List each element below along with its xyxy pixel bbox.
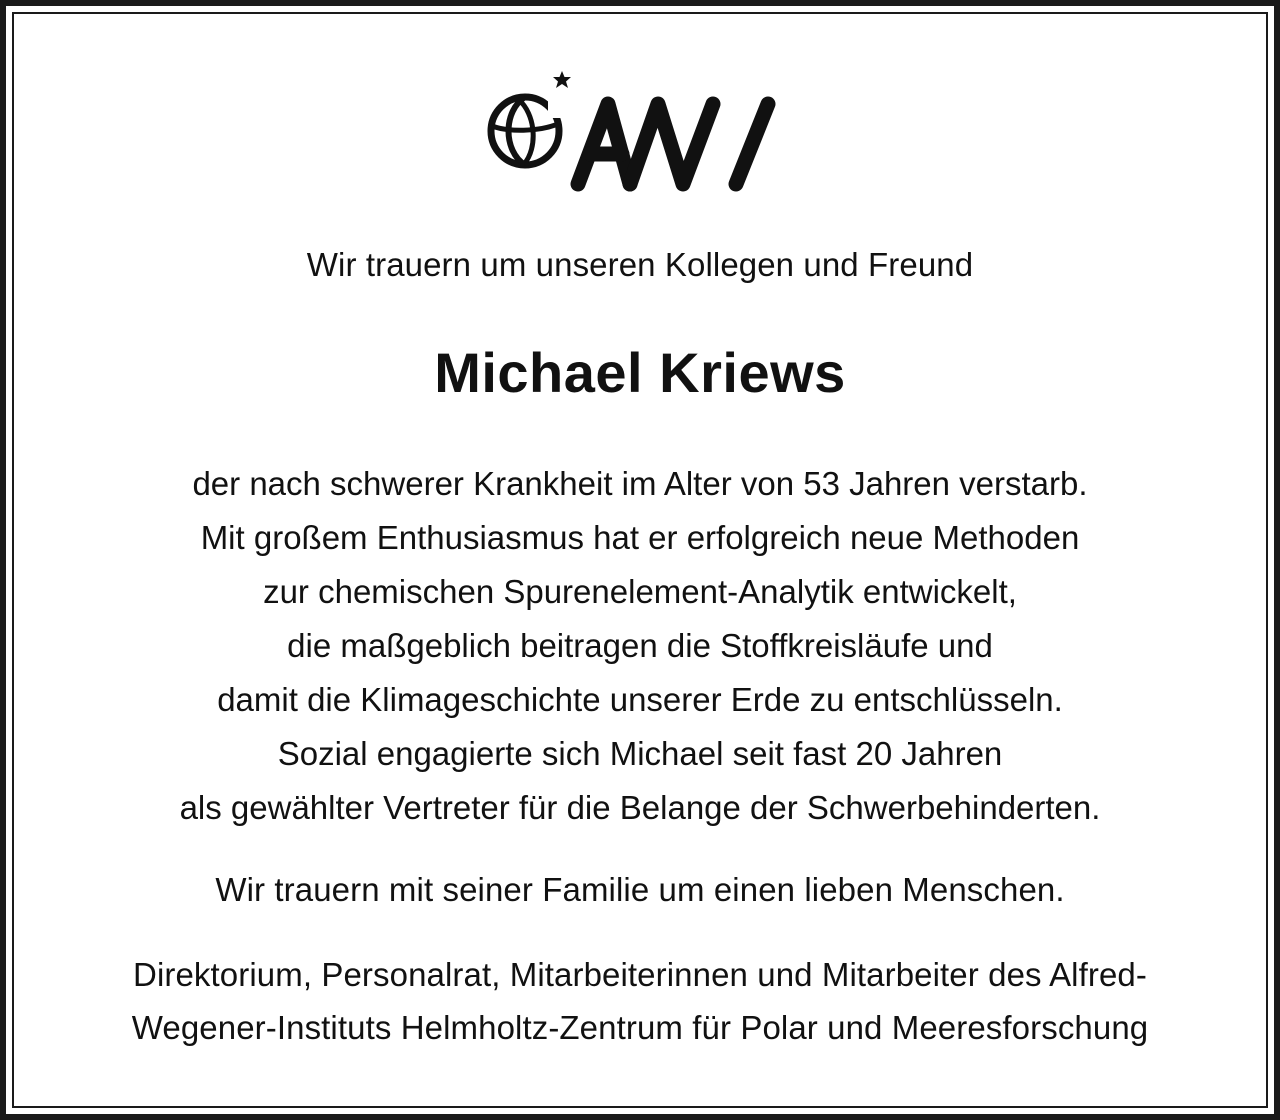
awi-logo-icon — [478, 66, 802, 196]
body-line: Mit großem Enthusiasmus hat er erfolgreich neue Methoden — [200, 519, 1080, 556]
awi-wordmark — [578, 104, 768, 184]
closing-line: Wir trauern mit seiner Familie um einen lieben Menschen. — [215, 871, 1065, 908]
body-line: Sozial engagierte sich Michael seit fast 20 Jahren — [277, 735, 1003, 772]
signature-line: Direktorium, Personalrat, Mitarbeiterinnen und Mitarbeiter des Alfred- — [133, 956, 1147, 993]
body-line: damit die Klimageschichte unserer Erde zu entschlüsseln. — [217, 681, 1063, 718]
signature-line: Wegener-Instituts Helmholtz-Zentrum für Polar und Meeresforschung — [131, 1009, 1149, 1046]
star-icon — [553, 71, 571, 88]
body-line: als gewählter Vertreter für die Belange der Schwerbehinderten. — [179, 789, 1101, 826]
body-line: die maßgeblich beitragen die Stoffkreisläufe und — [287, 627, 993, 664]
deceased-name: Michael Kriews — [434, 341, 846, 404]
globe-icon — [491, 88, 566, 165]
body-text — [0, 461, 1280, 839]
subtitle: Wir trauern um unseren Kollegen und Freund — [306, 246, 974, 283]
body-line: der nach schwerer Krankheit im Alter von 53 Jahren verstarb. — [192, 465, 1088, 502]
body-line: zur chemischen Spurenelement-Analytik entwickelt, — [263, 573, 1017, 610]
